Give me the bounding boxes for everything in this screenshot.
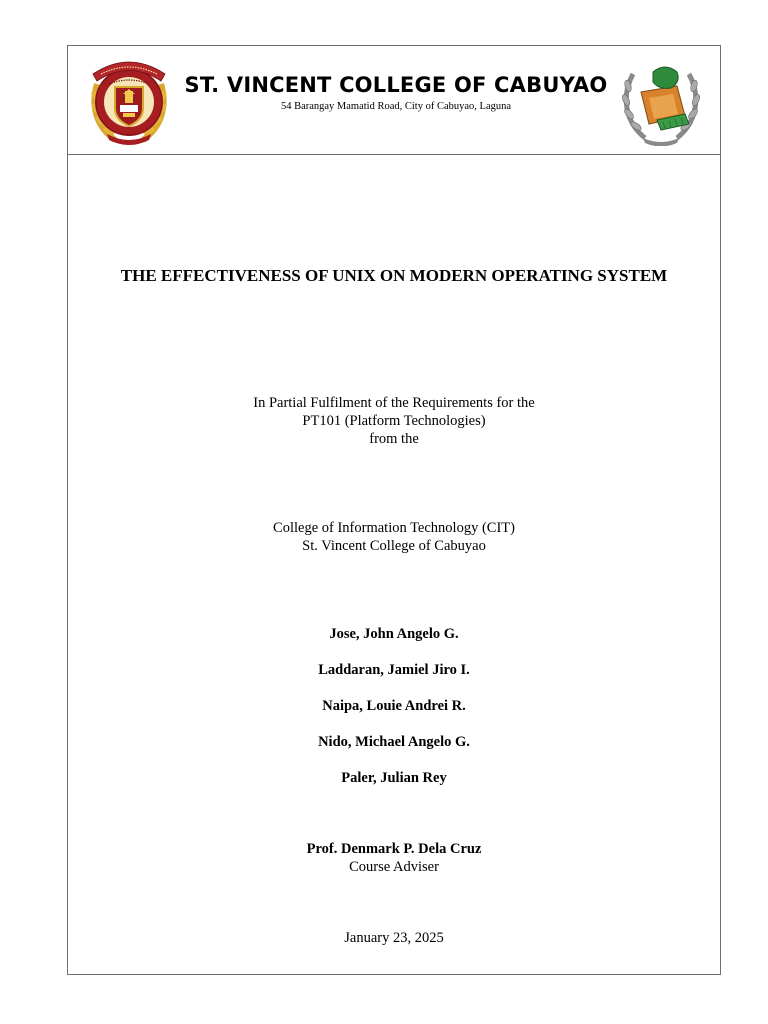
letterhead [68,46,720,155]
college-name: ST. VINCENT COLLEGE OF CABUYAO [184,73,608,97]
institution-line-1: College of Information Technology (CIT) [273,520,515,536]
requirements-line-1: In Partial Fulfilment of the Requirements for the [253,395,535,411]
submission-date: January 23, 2025 [344,930,444,946]
title-page [67,45,721,975]
requirements-line-3: from the [369,431,419,447]
adviser-name: Prof. Denmark P. Dela Cruz [306,841,482,857]
college-address: 54 Barangay Mamatid Road, City of Cabuyao, Laguna [280,101,512,112]
author-name: Naipa, Louie Andrei R. [322,698,466,714]
author-name: Nido, Michael Angelo G. [318,734,470,750]
college-seal-icon [85,54,173,148]
author-name: Jose, John Angelo G. [329,626,459,642]
document-title: THE EFFECTIVENESS OF UNIX ON MODERN OPERATING SYSTEM [120,266,668,285]
requirements-line-2: PT101 (Platform Technologies) [302,413,486,429]
institution-line-2: St. Vincent College of Cabuyao [302,538,486,554]
department-emblem-icon [619,58,703,146]
author-name: Paler, Julian Rey [341,770,447,786]
author-name: Laddaran, Jamiel Jiro I. [318,662,470,678]
adviser-role: Course Adviser [349,859,439,875]
